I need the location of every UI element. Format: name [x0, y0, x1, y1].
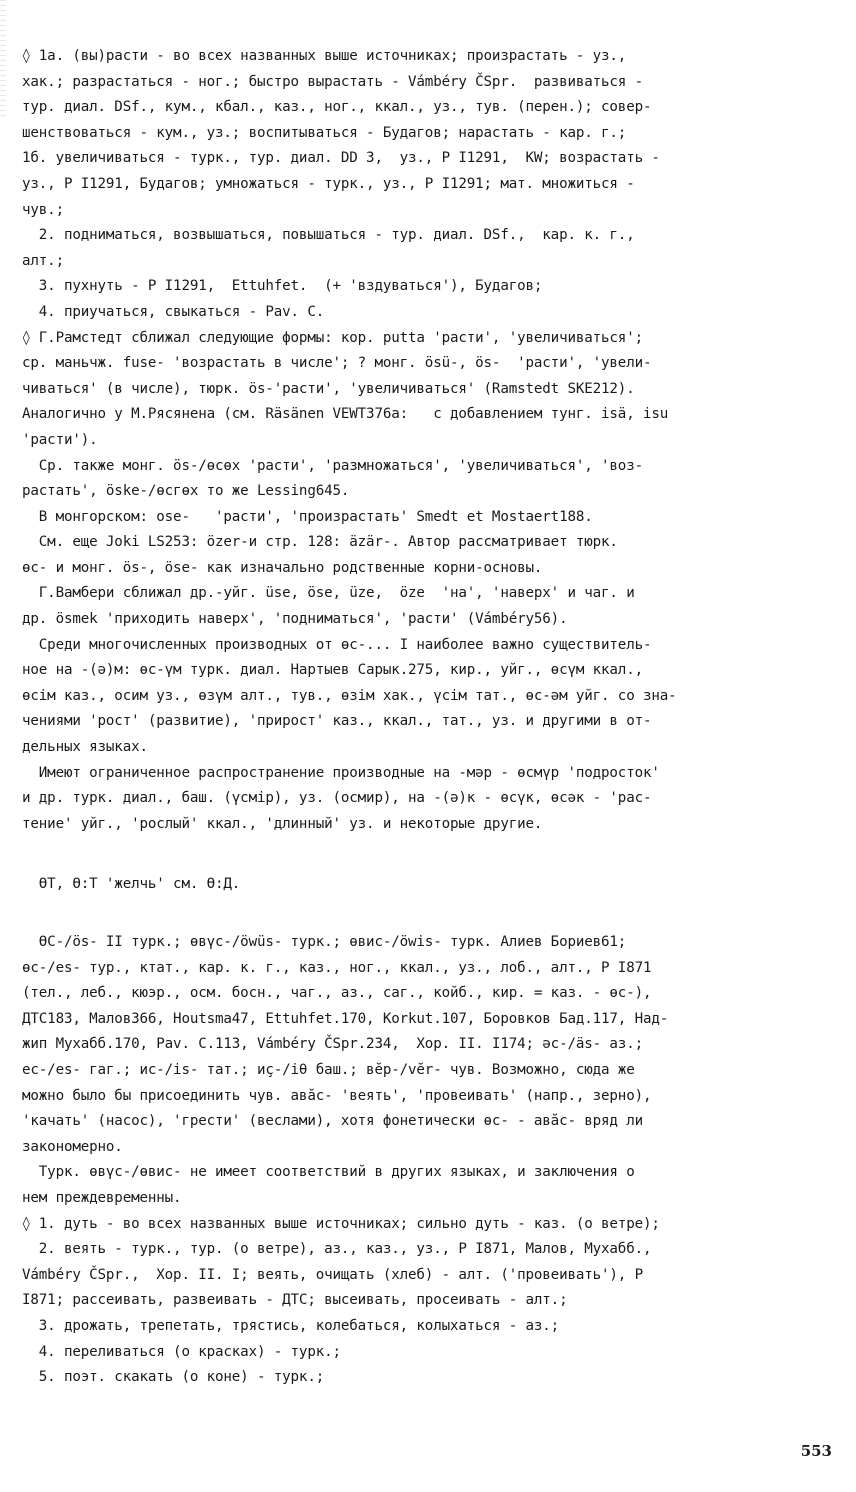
text-line: I871; рассеивать, развеивать - ДТС; высеивать, просеивать - алт.;	[22, 1292, 568, 1309]
scan-edge-artifact	[0, 0, 6, 120]
text-line: Г.Вамбери сближал др.-уйг. üse, öse, üze, öze 'на', 'наверх' и чаг. и	[22, 585, 635, 602]
text-line: чув.;	[22, 201, 64, 218]
text-line: нем преждевременны.	[22, 1189, 182, 1206]
text-line: Vámbéry ČSpr., Хор. II. I; веять, очищать (хлеб) - алт. ('провеивать'), Р	[22, 1266, 643, 1283]
text-line: 5. поэт. скакать (о коне) - турк.;	[22, 1369, 325, 1386]
text-line: Турк. өвүс-/өвис- не имеет соответствий в других языках, и заключения о	[22, 1164, 635, 1181]
page-number: 553	[800, 1442, 832, 1460]
text-line: 3. пухнуть - Р I1291, Ettuhfet. (+ 'вздуваться'), Будагов;	[22, 278, 543, 295]
text-line: можно было бы присоединить чув. авӑс- 'веять', 'провеивать' (напр., зерно),	[22, 1087, 652, 1104]
text-line: уз., Р I1291, Будагов; умножаться - турк., уз., Р I1291; мат. множиться -	[22, 175, 635, 192]
text-line: и др. турк. диал., баш. (үсмір), уз. (осмир), на -(ә)к - өсүк, өсәк - 'рас-	[22, 790, 652, 807]
entry-os-ii-text	[22, 930, 838, 1391]
text-line: алт.;	[22, 252, 64, 269]
text-line: др. ösmek 'приходить наверх', 'подниматься', 'расти' (Vámbéry56).	[22, 611, 568, 628]
text-line: В монгорском: ose- 'расти', 'произрастать' Smedt et Mostaert188.	[22, 508, 593, 525]
text-line: Имеют ограниченное распространение производные на -мәр - өсмүр 'подросток'	[22, 764, 660, 781]
text-line: ◊ 1. дуть - во всех названных выше источниках; сильно дуть - каз. (о ветре);	[22, 1215, 660, 1232]
text-line: 4. переливаться (о красках) - турк.;	[22, 1343, 341, 1360]
text-line: 3. дрожать, трепетать, трястись, колебаться, колыхаться - аз.;	[22, 1317, 560, 1334]
text-line: 2. подниматься, возвышаться, повышаться - тур. диал. DSf., кар. к. г.,	[22, 227, 635, 244]
entry-ot-text	[22, 872, 838, 898]
text-line: 4. приучаться, свыкаться - Pav. C.	[22, 303, 325, 320]
text-line: Ср. также монг. ös-/өсөх 'расти', 'размножаться', 'увеличиваться', 'воз-	[22, 457, 643, 474]
text-line: растать', öske-/өсгөх то же Lessing645.	[22, 483, 350, 500]
text-line: 2. веять - турк., тур. (о ветре), аз., каз., уз., Р I871, Малов, Мухабб.,	[22, 1241, 652, 1258]
text-line: шенствоваться - кум., уз.; воспитываться - Будагов; нарастать - кар. г.;	[22, 124, 627, 141]
text-line: ДТС183, Малов366, Houtsma47, Ettuhfet.170, Korkut.107, Боровков Бад.117, Над-	[22, 1010, 669, 1027]
text-line: ◊ 1a. (вы)расти - во всех названных выше источниках; произрастать - уз.,	[22, 48, 627, 64]
text-line: өс- и монг. ös-, öse- как изначально родственные корни-основы.	[22, 559, 543, 576]
text-line: хак.; разрастаться - ног.; быстро вырастать - Vámbéry ČSpr. развиваться -	[22, 73, 643, 90]
text-line: тур. диал. DSf., кум., кбал., каз., ног., ккал., уз., тув. (перен.); совер-	[22, 99, 652, 116]
text-line: Аналогично у М.Рясянена (см. Räsänen VEWT376a: с добавлением тунг. isä, isu	[22, 406, 669, 423]
text-line: 'расти').	[22, 431, 98, 448]
text-line: Среди многочисленных производных от өс-... I наиболее важно существитель-	[22, 636, 652, 653]
entry-os-i-text	[22, 44, 838, 837]
text-line: чиваться' (в числе), тюрк. ös-'расти', 'увеличиваться' (Ramstedt SKE212).	[22, 380, 635, 397]
text-line: ӨТ, Ө:Т 'желчь' см. Ө:Д.	[22, 876, 241, 892]
text-line: ес-/es- гаг.; ис-/is- тат.; иç-/iθ баш.; вӗр-/vĕr- чув. Возможно, сюда же	[22, 1061, 635, 1078]
text-line: 'качать' (насос), 'грести' (веслами), хотя фонетически өс- - авӑс- вряд ли	[22, 1113, 643, 1130]
text-line: өсім каз., осим уз., өзүм алт., тув., өзім хак., үсім тат., өс-әм уйг. со зна-	[22, 687, 677, 704]
text-line: дельных языках.	[22, 739, 148, 756]
text-line: ное на -(ә)м: өс-үм турк. диал. Нартыев Сарык.275, кир., уйг., өсүм ккал.,	[22, 662, 643, 679]
text-line: 1б. увеличиваться - турк., тур. диал. DD 3, уз., Р I1291, KW; возрастать -	[22, 150, 660, 167]
text-line: чениями 'рост' (развитие), 'прирост' каз., ккал., тат., уз. и другими в от-	[22, 713, 652, 730]
text-line: тение' уйг., 'рослый' ккал., 'длинный' уз. и некоторые другие.	[22, 815, 543, 832]
text-line: См. еще Joki LS253: özer-и стр. 128: äzär-. Автор рассматривает тюрк.	[22, 534, 618, 551]
text-line: закономерно.	[22, 1138, 123, 1155]
text-line: өс-/es- тур., ктат., кар. к. г., каз., ног., ккал., уз., лоб., алт., Р I871	[22, 959, 652, 976]
text-line: (тел., леб., кюэр., осм. босн., чаг., аз., саг., койб., кир. = каз. - өс-),	[22, 985, 652, 1002]
text-line: ср. маньчж. fuse- 'возрастать в числе'; ? монг. ösü-, ös- 'расти', 'увели-	[22, 355, 652, 372]
text-line: ◊ Г.Рамстедт сближал следующие формы: кор. putta 'расти', 'увеличиваться';	[22, 329, 643, 346]
text-line: жип Мухабб.170, Pav. C.113, Vámbéry ČSpr.234, Хор. II. I174; әс-/äs- аз.;	[22, 1036, 643, 1053]
text-line: ӨС-/ös- II турк.; өвүс-/öwüs- турк.; өвис-/öwis- турк. Алиев Бориев61;	[22, 934, 627, 950]
